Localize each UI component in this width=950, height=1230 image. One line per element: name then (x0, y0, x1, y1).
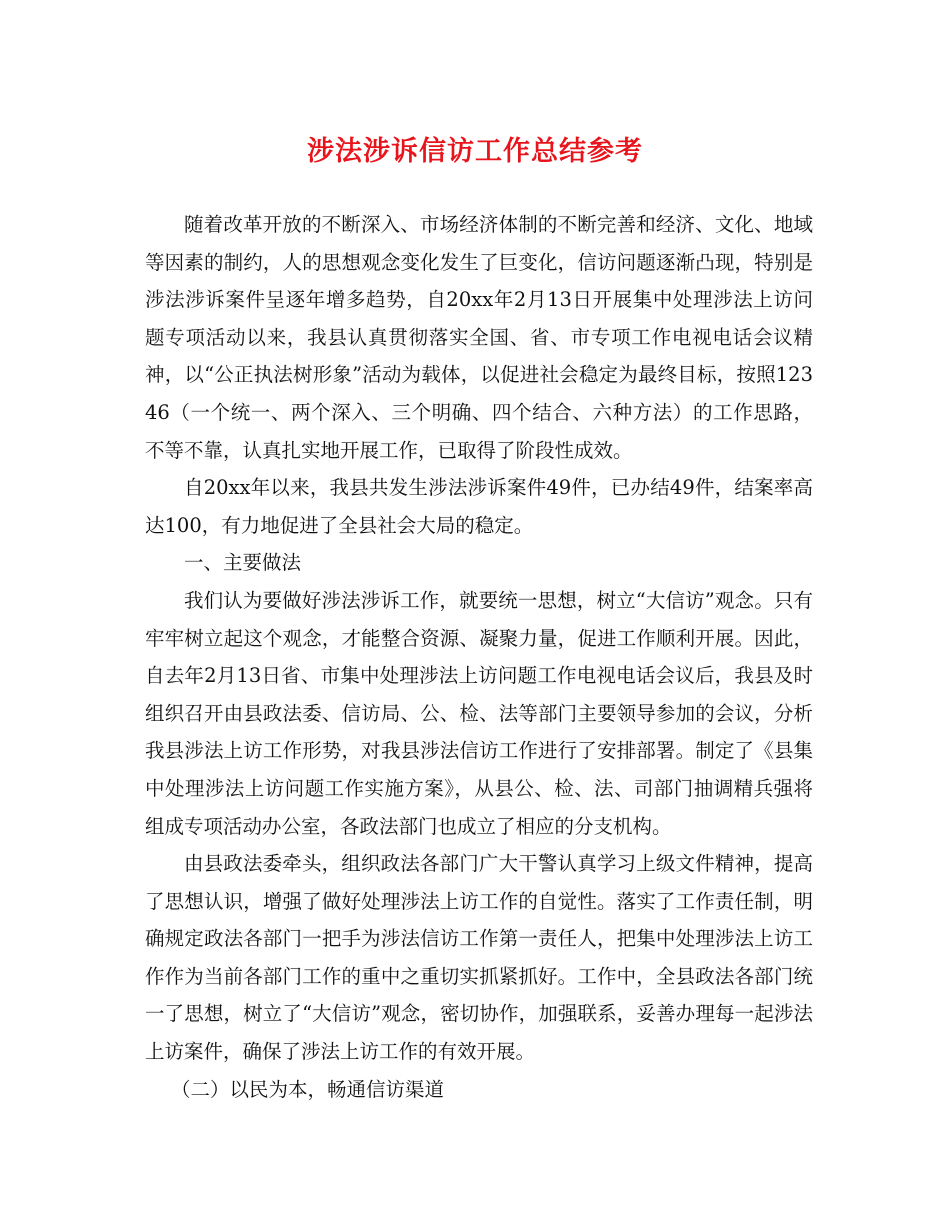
section-heading-main-practices: 一、主要做法 (184, 551, 302, 575)
paragraph-intro: 随着改革开放的不断深入、市场经济体制的不断完善和经济、文化、地域等因素的制约，人的思想观念变化发生了巨变化，信访问题逐渐凸现，特别是涉法涉诉案件呈逐年增多趋势，自20xx年2月13日开展集中处理涉法上访问题专项活动以来，我县认真贯彻落实全国、省、市专项工作电视电话会议精神，以“公正执法树形象”活动为载体，以促进社会稳定为最终目标，按照12346（一个统一、两个深入、三个明确、四个结合、六种方法）的工作思路，不等不靠，认真扎实地开展工作，已取得了阶段性成效。 (145, 213, 813, 462)
subsection-heading-people-oriented: （二）以民为本，畅通信访渠道 (171, 1077, 445, 1101)
document-body (145, 206, 813, 1108)
paragraph-statistics: 自20xx年以来，我县共发生涉法涉诉案件49件，已办结49件，结案率高达100，有力地促进了全县社会大局的稳定。 (145, 476, 813, 537)
paragraph-unify-thinking: 我们认为要做好涉法涉诉工作，就要统一思想，树立“大信访”观念。只有牢牢树立起这个观念，才能整合资源、凝聚力量，促进工作顺利开展。因此，自去年2月13日省、市集中处理涉法上访问题工作电视电话会议后，我县及时组织召开由县政法委、信访局、公、检、法等部门主要领导参加的会议，分析我县涉法上访工作形势，对我县涉法信访工作进行了安排部署。制定了《县集中处理涉法上访问题工作实施方案》，从县公、检、法、司部门抽调精兵强将组成专项活动办公室，各政法部门也成立了相应的分支机构。 (145, 588, 813, 838)
paragraph-responsibility: 由县政法委牵头，组织政法各部门广大干警认真学习上级文件精神，提高了思想认识，增强了做好处理涉法上访工作的自觉性。落实了工作责任制，明确规定政法各部门一把手为涉法信访工作第一责任人，把集中处理涉法上访工作作为当前各部门工作的重中之重切实抓紧抓好。工作中，全县政法各部门统一了思想，树立了“大信访”观念，密切协作，加强联系，妥善办理每一起涉法上访案件，确保了涉法上访工作的有效开展。 (145, 852, 813, 1064)
document-title: 涉法涉诉信访工作总结参考 (307, 136, 643, 167)
